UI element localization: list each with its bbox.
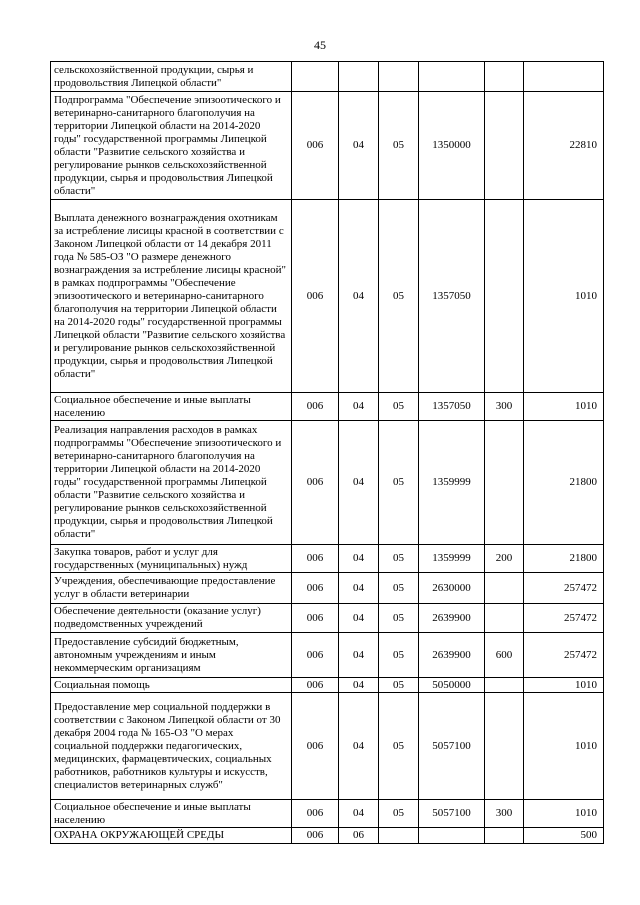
page-number: 45 xyxy=(314,38,326,52)
admin-code: 006 xyxy=(292,200,339,393)
amount: 1010 xyxy=(524,693,604,800)
section-code: 04 xyxy=(339,92,379,200)
table-row xyxy=(51,92,604,200)
section-code: 04 xyxy=(339,604,379,633)
row-name: Социальное обеспечение и иные выплаты населению xyxy=(51,393,292,421)
subsection-code: 05 xyxy=(379,92,419,200)
expense-type-code: 600 xyxy=(485,633,524,678)
target-article-code xyxy=(419,828,485,844)
subsection-code: 05 xyxy=(379,200,419,393)
target-article-code: 1357050 xyxy=(419,200,485,393)
amount: 257472 xyxy=(524,633,604,678)
row-name: Предоставление мер социальной поддержки в соответствии с Законом Липецкой области от 30 декабря 2004 года № 165-ОЗ "О мерах социальной поддержки педагогических, медицинских, фармацевтических, социальных работников, работников культуры и искусств, специалистов ветеринарных служб" xyxy=(51,693,292,800)
row-name: сельскохозяйственной продукции, сырья и продовольствия Липецкой области" xyxy=(51,62,292,92)
subsection-code: 05 xyxy=(379,633,419,678)
expense-type-code xyxy=(485,200,524,393)
target-article-code: 1359999 xyxy=(419,421,485,545)
admin-code: 006 xyxy=(292,693,339,800)
table-row xyxy=(51,678,604,693)
row-name: Подпрограмма "Обеспечение эпизоотического и ветеринарно-санитарного благополучия на территории Липецкой области на 2014-2020 годы" государственной программы Липецкой области "Развитие сельского хозяйства и регулирование рынков сельскохозяйственной продукции, сырья и продовольствия Липецкой области" xyxy=(51,92,292,200)
target-article-code: 5057100 xyxy=(419,800,485,828)
amount xyxy=(524,62,604,92)
row-name: Предоставление субсидий бюджетным, автономным учреждениям и иным некоммерческим организациям xyxy=(51,633,292,678)
expense-type-code xyxy=(485,604,524,633)
amount: 22810 xyxy=(524,92,604,200)
expense-type-code xyxy=(485,421,524,545)
subsection-code: 05 xyxy=(379,393,419,421)
row-name: Обеспечение деятельности (оказание услуг) подведомственных учреждений xyxy=(51,604,292,633)
expense-type-code xyxy=(485,828,524,844)
amount: 21800 xyxy=(524,421,604,545)
admin-code: 006 xyxy=(292,421,339,545)
section-code: 04 xyxy=(339,678,379,693)
target-article-code: 5057100 xyxy=(419,693,485,800)
amount: 257472 xyxy=(524,604,604,633)
subsection-code: 05 xyxy=(379,800,419,828)
section-code: 04 xyxy=(339,421,379,545)
subsection-code: 05 xyxy=(379,421,419,545)
admin-code: 006 xyxy=(292,573,339,604)
target-article-code: 2639900 xyxy=(419,633,485,678)
section-code: 04 xyxy=(339,633,379,678)
subsection-code xyxy=(379,62,419,92)
expense-type-code: 300 xyxy=(485,393,524,421)
admin-code xyxy=(292,62,339,92)
row-name: Реализация направления расходов в рамках подпрограммы "Обеспечение эпизоотического и ветеринарно-санитарного благополучия на территории Липецкой области на 2014-2020 годы" государственной программы Липецкой области "Развитие сельского хозяйства и регулирование рынков сельскохозяйственной продукции, сырья и продовольствия Липецкой области" xyxy=(51,421,292,545)
subsection-code: 05 xyxy=(379,678,419,693)
admin-code: 006 xyxy=(292,800,339,828)
target-article-code xyxy=(419,62,485,92)
admin-code: 006 xyxy=(292,828,339,844)
expense-type-code xyxy=(485,693,524,800)
expense-type-code xyxy=(485,92,524,200)
table-row xyxy=(51,800,604,828)
row-name: Социальная помощь xyxy=(51,678,292,693)
admin-code: 006 xyxy=(292,92,339,200)
target-article-code: 1357050 xyxy=(419,393,485,421)
table-row xyxy=(51,393,604,421)
admin-code: 006 xyxy=(292,678,339,693)
table-row xyxy=(51,62,604,92)
table-row xyxy=(51,573,604,604)
expense-type-code xyxy=(485,678,524,693)
target-article-code: 5050000 xyxy=(419,678,485,693)
table-row xyxy=(51,633,604,678)
subsection-code: 05 xyxy=(379,693,419,800)
amount: 1010 xyxy=(524,678,604,693)
budget-table xyxy=(50,61,604,844)
subsection-code: 05 xyxy=(379,545,419,573)
amount: 1010 xyxy=(524,393,604,421)
table-row xyxy=(51,200,604,393)
target-article-code: 2639900 xyxy=(419,604,485,633)
target-article-code: 1350000 xyxy=(419,92,485,200)
expense-type-code: 200 xyxy=(485,545,524,573)
row-name: Выплата денежного вознаграждения охотникам за истребление лисицы красной в соответствии с Законом Липецкой области от 14 декабря 2011 года № 585-ОЗ "О размере денежного вознаграждения за истребление лисицы красной" в рамках подпрограммы "Обеспечение эпизоотического и ветеринарно-санитарного благополучия на территории Липецкой области на 2014-2020 годы" государственной программы Липецкой области "Развитие сельского хозяйства и регулирование рынков сельскохозяйственной продукции, сырья и продовольствия Липецкой области" xyxy=(51,200,292,393)
subsection-code: 05 xyxy=(379,604,419,633)
section-code: 04 xyxy=(339,545,379,573)
row-name: Социальное обеспечение и иные выплаты населению xyxy=(51,800,292,828)
amount: 500 xyxy=(524,828,604,844)
expense-type-code xyxy=(485,62,524,92)
admin-code: 006 xyxy=(292,545,339,573)
section-code xyxy=(339,62,379,92)
expense-type-code xyxy=(485,573,524,604)
row-name: Закупка товаров, работ и услуг для государственных (муниципальных) нужд xyxy=(51,545,292,573)
admin-code: 006 xyxy=(292,633,339,678)
table-row xyxy=(51,828,604,844)
table-row xyxy=(51,545,604,573)
target-article-code: 1359999 xyxy=(419,545,485,573)
section-code: 04 xyxy=(339,693,379,800)
target-article-code: 2630000 xyxy=(419,573,485,604)
subsection-code xyxy=(379,828,419,844)
row-name: ОХРАНА ОКРУЖАЮЩЕЙ СРЕДЫ xyxy=(51,828,292,844)
row-name: Учреждения, обеспечивающие предоставление услуг в области ветеринарии xyxy=(51,573,292,604)
amount: 1010 xyxy=(524,800,604,828)
section-code: 06 xyxy=(339,828,379,844)
amount: 21800 xyxy=(524,545,604,573)
table-row xyxy=(51,604,604,633)
section-code: 04 xyxy=(339,800,379,828)
amount: 257472 xyxy=(524,573,604,604)
section-code: 04 xyxy=(339,573,379,604)
admin-code: 006 xyxy=(292,393,339,421)
admin-code: 006 xyxy=(292,604,339,633)
table-row xyxy=(51,693,604,800)
section-code: 04 xyxy=(339,200,379,393)
amount: 1010 xyxy=(524,200,604,393)
table-row xyxy=(51,421,604,545)
section-code: 04 xyxy=(339,393,379,421)
expense-type-code: 300 xyxy=(485,800,524,828)
subsection-code: 05 xyxy=(379,573,419,604)
